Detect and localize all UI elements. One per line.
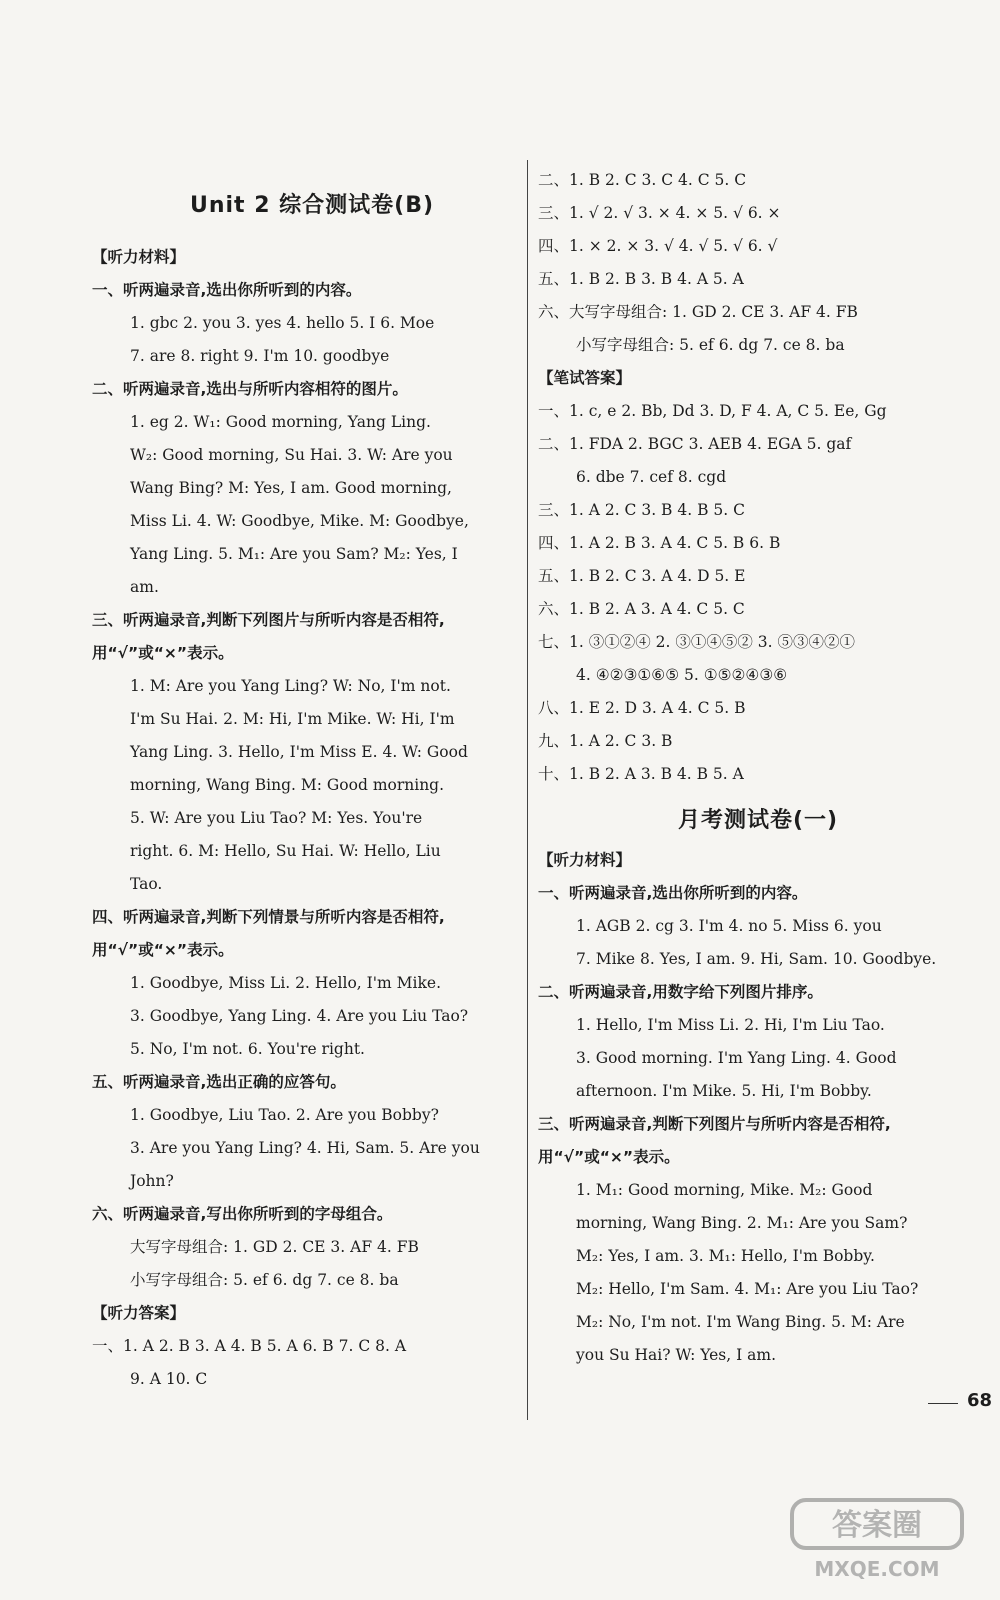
answer-line: 三、1. √ 2. √ 3. × 4. × 5. √ 6. ×	[538, 204, 781, 222]
text-line: 1. M₁: Good morning, Mike. M₂: Good	[576, 1181, 873, 1199]
text-line: 7. are 8. right 9. I'm 10. goodbye	[130, 347, 390, 365]
text-line: 大写字母组合: 1. GD 2. CE 3. AF 4. FB	[130, 1238, 419, 1256]
question-title: 六、听两遍录音,写出你所听到的字母组合。	[92, 1205, 393, 1223]
text-line: 3. Good morning. I'm Yang Ling. 4. Good	[576, 1049, 897, 1067]
text-line: Wang Bing? M: Yes, I am. Good morning,	[130, 479, 452, 497]
text-line: morning, Wang Bing. M: Good morning.	[130, 776, 445, 794]
watermark-text: MXQE.COM	[814, 1557, 940, 1581]
text-line: 1. Hello, I'm Miss Li. 2. Hi, I'm Liu Tao.	[576, 1016, 885, 1034]
page-title: Unit 2 综合测试卷(B)	[189, 193, 435, 218]
svg-text:答案圈: 答案圈	[832, 1508, 922, 1543]
page-number-dash	[928, 1403, 958, 1404]
text-line: 1. M: Are you Yang Ling? W: No, I'm not.	[130, 677, 451, 695]
answer-line: 四、1. A 2. B 3. A 4. C 5. B 6. B	[538, 534, 781, 552]
watermark-logo	[780, 1490, 980, 1590]
section-header: 【听力材料】	[92, 248, 186, 266]
text-line: 3. Goodbye, Yang Ling. 4. Are you Liu Tao?	[130, 1007, 469, 1025]
answer-line: 五、1. B 2. B 3. B 4. A 5. A	[538, 270, 744, 288]
question-title: 三、听两遍录音,判断下列图片与所听内容是否相符,	[92, 611, 445, 629]
answer-line: 七、1. ③①②④ 2. ③①④⑤② 3. ⑤③④②①	[538, 633, 856, 651]
page-number: 68	[966, 1390, 992, 1411]
text-line: Yang Ling. 5. M₁: Are you Sam? M₂: Yes, I	[130, 545, 458, 563]
text-line: 7. Mike 8. Yes, I am. 9. Hi, Sam. 10. Goodbye.	[576, 950, 937, 968]
answer-line: 八、1. E 2. D 3. A 4. C 5. B	[538, 699, 746, 717]
text-line: 小写字母组合: 5. ef 6. dg 7. ce 8. ba	[130, 1271, 399, 1289]
answer-line: 二、1. FDA 2. BGC 3. AEB 4. EGA 5. gaf	[538, 435, 852, 453]
right-column	[538, 164, 978, 1372]
text-line: you Su Hai? W: Yes, I am.	[576, 1346, 776, 1364]
answer-line: 二、1. B 2. C 3. C 4. C 5. C	[538, 171, 747, 189]
text-line: right. 6. M: Hello, Su Hai. W: Hello, Liu	[130, 842, 441, 860]
answer-line: 一、1. A 2. B 3. A 4. B 5. A 6. B 7. C 8. A	[92, 1337, 407, 1355]
question-title: 一、听两遍录音,选出你所听到的内容。	[538, 884, 808, 902]
section-header: 【听力材料】	[538, 851, 632, 869]
text-line: Miss Li. 4. W: Goodbye, Mike. M: Goodbye,	[130, 512, 469, 530]
text-line: am.	[130, 578, 159, 596]
answer-line: 三、1. A 2. C 3. B 4. B 5. C	[538, 501, 745, 519]
answer-line: 6. dbe 7. cef 8. cgd	[576, 468, 727, 486]
answer-line: 一、1. c, e 2. Bb, Dd 3. D, F 4. A, C 5. Ee, Gg	[538, 402, 887, 420]
answer-line: 小写字母组合: 5. ef 6. dg 7. ce 8. ba	[576, 336, 845, 354]
text-line: 3. Are you Yang Ling? 4. Hi, Sam. 5. Are you	[130, 1139, 480, 1157]
section-title: 月考测试卷(一)	[677, 808, 839, 833]
text-line: 1. Goodbye, Miss Li. 2. Hello, I'm Mike.	[130, 974, 441, 992]
answer-line: 四、1. × 2. × 3. √ 4. √ 5. √ 6. √	[538, 237, 778, 255]
question-title: 五、听两遍录音,选出正确的应答句。	[92, 1073, 346, 1091]
question-title: 三、听两遍录音,判断下列图片与所听内容是否相符,	[538, 1115, 891, 1133]
question-title: 用“√”或“×”表示。	[538, 1148, 680, 1166]
text-line: M₂: Hello, I'm Sam. 4. M₁: Are you Liu Tao?	[576, 1280, 919, 1298]
text-line: 5. No, I'm not. 6. You're right.	[130, 1040, 365, 1058]
answer-line: 十、1. B 2. A 3. B 4. B 5. A	[538, 765, 744, 783]
section-header: 【听力答案】	[92, 1304, 186, 1322]
answer-line: 9. A 10. C	[130, 1370, 208, 1388]
answer-line: 五、1. B 2. C 3. A 4. D 5. E	[538, 567, 746, 585]
answer-line: 4. ④②③①⑥⑤ 5. ①⑤②④③⑥	[576, 666, 788, 684]
text-line: W₂: Good morning, Su Hai. 3. W: Are you	[130, 446, 453, 464]
text-line: morning, Wang Bing. 2. M₁: Are you Sam?	[576, 1214, 908, 1232]
question-title: 四、听两遍录音,判断下列情景与所听内容是否相符,	[92, 908, 445, 926]
text-line: I'm Su Hai. 2. M: Hi, I'm Mike. W: Hi, I'm	[130, 710, 455, 728]
text-line: Yang Ling. 3. Hello, I'm Miss E. 4. W: Good	[130, 743, 468, 761]
answer-line: 六、大写字母组合: 1. GD 2. CE 3. AF 4. FB	[538, 303, 858, 321]
text-line: 1. Goodbye, Liu Tao. 2. Are you Bobby?	[130, 1106, 439, 1124]
text-line: afternoon. I'm Mike. 5. Hi, I'm Bobby.	[576, 1082, 872, 1100]
question-title: 用“√”或“×”表示。	[92, 941, 234, 959]
left-column	[92, 170, 532, 1396]
section-header: 【笔试答案】	[538, 369, 632, 387]
text-line: 1. gbc 2. you 3. yes 4. hello 5. I 6. Moe	[130, 314, 435, 332]
question-title: 用“√”或“×”表示。	[92, 644, 234, 662]
text-line: 1. eg 2. W₁: Good morning, Yang Ling.	[130, 413, 431, 431]
answer-line: 九、1. A 2. C 3. B	[538, 732, 673, 750]
text-line: Tao.	[130, 875, 163, 893]
answer-line: 六、1. B 2. A 3. A 4. C 5. C	[538, 600, 745, 618]
text-line: M₂: No, I'm not. I'm Wang Bing. 5. M: Are	[576, 1313, 905, 1331]
question-title: 一、听两遍录音,选出你所听到的内容。	[92, 281, 362, 299]
text-line: 1. AGB 2. cg 3. I'm 4. no 5. Miss 6. you	[576, 917, 882, 935]
text-line: M₂: Yes, I am. 3. M₁: Hello, I'm Bobby.	[576, 1247, 875, 1265]
text-line: John?	[130, 1172, 174, 1190]
text-line: 5. W: Are you Liu Tao? M: Yes. You're	[130, 809, 423, 827]
question-title: 二、听两遍录音,用数字给下列图片排序。	[538, 983, 823, 1001]
question-title: 二、听两遍录音,选出与所听内容相符的图片。	[92, 380, 408, 398]
